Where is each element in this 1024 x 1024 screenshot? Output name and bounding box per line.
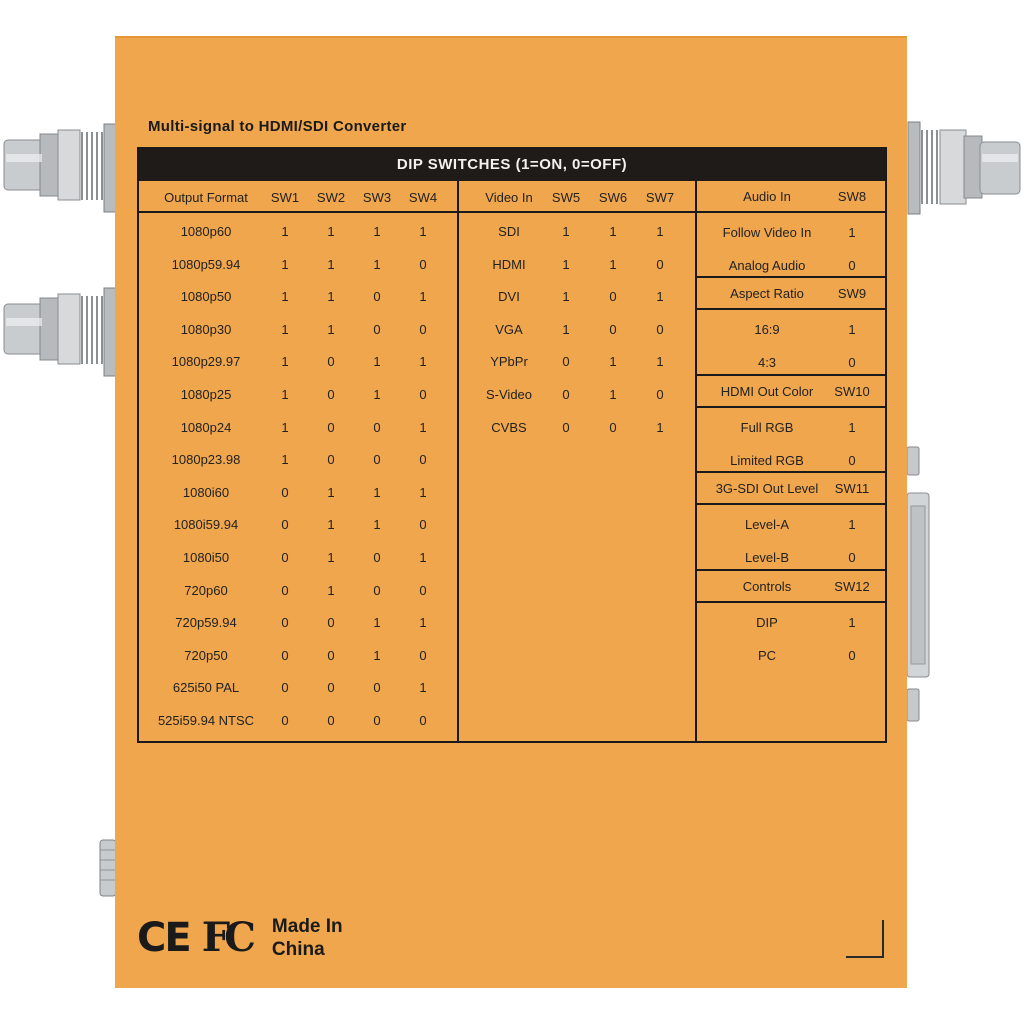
- sw4-value: 1: [419, 224, 427, 239]
- format-label: 1080i50: [182, 550, 230, 565]
- option-label: Limited RGB: [730, 453, 804, 468]
- sw4-value: 0: [419, 387, 427, 402]
- switch-group: [697, 376, 885, 473]
- table-row: [139, 280, 457, 312]
- format-label: 625i50 PAL: [172, 680, 240, 696]
- sw3-value: 1: [373, 224, 381, 239]
- option-value: 1: [848, 615, 856, 630]
- table-row: [139, 476, 457, 508]
- sw1-value: 0: [281, 647, 289, 663]
- sw6-value: 1: [609, 256, 617, 272]
- sw4-value: 1: [419, 484, 427, 500]
- table-row: [139, 704, 457, 736]
- format-label: 1080p50: [180, 289, 232, 305]
- sw6-value: 0: [609, 289, 617, 305]
- sw5-value: 0: [562, 354, 570, 370]
- sw2-value: 1: [327, 582, 335, 598]
- sw4-value: 0: [419, 713, 427, 728]
- switch-group-name: 3G-SDI Out Level: [715, 481, 819, 496]
- sw1-value: 0: [281, 713, 289, 728]
- format-label: 525i59.94 NTSC: [157, 713, 255, 728]
- sw4-value: 0: [419, 321, 427, 337]
- sw3-value: 1: [373, 615, 381, 631]
- option-value: 0: [848, 355, 856, 370]
- switch-group-name: Audio In: [743, 189, 791, 204]
- switch-group-name: Controls: [742, 579, 792, 594]
- table-row: [139, 606, 457, 638]
- sw3-value: 0: [373, 321, 381, 337]
- switch-option-row: [697, 639, 885, 671]
- option-label: Level-B: [744, 550, 790, 565]
- sw7-value: 1: [656, 289, 664, 305]
- option-label: 16:9: [754, 322, 780, 337]
- format-label: 1080p29.97: [171, 354, 241, 370]
- switch-group-switch: SW12: [834, 579, 870, 594]
- switch-option-row: [697, 606, 885, 638]
- video-in-label: HDMI: [492, 256, 526, 272]
- sw1-value: 1: [281, 224, 289, 239]
- sw1-value: 1: [281, 321, 289, 337]
- switch-option-row: [697, 313, 885, 345]
- switch-group: [697, 181, 885, 278]
- col-header-sw7: SW7: [645, 190, 675, 205]
- sw1-value: 1: [281, 452, 289, 468]
- col-header-sw4: SW4: [408, 190, 438, 205]
- video-in-label: SDI: [498, 224, 520, 239]
- sw1-value: 1: [281, 419, 289, 435]
- corner-mark: [846, 920, 884, 958]
- made-in-line2: China: [271, 938, 325, 960]
- sw4-value: 1: [419, 615, 427, 631]
- sw4-value: 0: [419, 582, 427, 598]
- option-value: 1: [848, 322, 856, 337]
- table-row: [139, 248, 457, 280]
- video-in-label: DVI: [498, 289, 520, 305]
- table-row: [459, 378, 695, 410]
- sw4-value: 1: [419, 550, 427, 565]
- table-row: [139, 215, 457, 247]
- table-row: [139, 378, 457, 410]
- sw1-value: 0: [281, 484, 289, 500]
- switch-group-switch: SW11: [834, 481, 870, 496]
- switch-groups-section: [697, 181, 885, 741]
- option-label: Follow Video In: [722, 225, 812, 240]
- format-label: 1080p24: [180, 419, 232, 435]
- sw4-value: 1: [419, 289, 427, 305]
- option-value: 0: [848, 550, 856, 565]
- format-label: 1080i59.94: [173, 517, 239, 533]
- sw5-value: 1: [562, 321, 570, 337]
- sw2-value: 1: [327, 289, 335, 305]
- sw3-value: 0: [373, 289, 381, 305]
- small-jack-right-top: [906, 446, 920, 476]
- sw7-value: 0: [656, 387, 664, 402]
- sw6-value: 0: [609, 419, 617, 435]
- sw2-value: 1: [327, 484, 335, 500]
- vga-port-right: [906, 492, 930, 678]
- video-in-label: VGA: [495, 321, 523, 337]
- option-value: 1: [848, 420, 856, 435]
- sw1-value: 1: [281, 387, 289, 402]
- col-header-video-in: Video In: [485, 190, 533, 205]
- sw7-value: 0: [656, 321, 664, 337]
- sw3-value: 0: [373, 452, 381, 468]
- format-label: 1080p23.98: [171, 452, 241, 468]
- col-header-sw3: SW3: [362, 190, 392, 205]
- option-label: Full RGB: [740, 420, 794, 435]
- sw3-value: 0: [373, 680, 381, 696]
- sw3-value: 1: [373, 517, 381, 533]
- option-label: Analog Audio: [728, 258, 806, 273]
- option-value: 0: [848, 258, 856, 273]
- option-value: 1: [848, 225, 856, 240]
- col-header-output-format: Output Format: [164, 190, 248, 205]
- bnc-connector-mid-left: [0, 282, 118, 382]
- sw1-value: 0: [281, 517, 289, 533]
- option-value: 1: [848, 517, 856, 532]
- bnc-connector-top-right: [906, 116, 1024, 220]
- sw1-value: 0: [281, 680, 289, 696]
- sw2-value: 1: [327, 321, 335, 337]
- sw2-value: 0: [327, 387, 335, 402]
- sw3-value: 0: [373, 713, 381, 728]
- sw4-value: 1: [419, 419, 427, 435]
- switch-group: [697, 278, 885, 376]
- video-in-label: CVBS: [491, 419, 527, 435]
- switch-group-header: [697, 571, 885, 603]
- sw4-value: 0: [419, 647, 427, 663]
- sw7-value: 0: [656, 256, 664, 272]
- dip-switch-table: [137, 147, 887, 743]
- sw3-value: 1: [373, 484, 381, 500]
- sw4-value: 0: [419, 452, 427, 468]
- sw7-value: 1: [656, 224, 664, 239]
- switch-group: [697, 473, 885, 571]
- dip-switches-header: DIP SWITCHES (1=ON, 0=OFF): [139, 149, 885, 181]
- switch-group-switch: SW8: [837, 189, 867, 204]
- table-row: [139, 574, 457, 606]
- sw2-value: 0: [327, 354, 335, 370]
- switch-option-row: [697, 346, 885, 378]
- video-in-header-row: [459, 181, 695, 213]
- format-label: 1080p60: [180, 224, 232, 239]
- option-label: DIP: [756, 615, 778, 630]
- sw7-value: 1: [656, 354, 664, 370]
- made-in-label: [272, 915, 343, 961]
- option-label: 4:3: [757, 355, 777, 370]
- table-row: [459, 345, 695, 377]
- sw2-value: 1: [327, 517, 335, 533]
- sw6-value: 1: [609, 354, 617, 370]
- sw6-value: 0: [609, 321, 617, 337]
- sw1-value: 0: [281, 550, 289, 565]
- option-value: 0: [848, 453, 856, 468]
- format-label: 1080p25: [180, 387, 232, 402]
- sw2-value: 0: [327, 615, 335, 631]
- video-in-label: YPbPr: [490, 354, 528, 370]
- switch-option-row: [697, 411, 885, 443]
- option-label: Level-A: [744, 517, 790, 532]
- sw2-value: 0: [327, 680, 335, 696]
- sw4-value: 0: [419, 256, 427, 272]
- certification-marks: [137, 914, 343, 961]
- table-row: [459, 313, 695, 345]
- sw3-value: 0: [373, 582, 381, 598]
- format-label: 1080i60: [182, 484, 230, 500]
- sw6-value: 1: [609, 387, 617, 402]
- sw3-value: 1: [373, 647, 381, 663]
- sw3-value: 1: [373, 354, 381, 370]
- sw3-value: 1: [373, 387, 381, 402]
- switch-group-header: [697, 181, 885, 213]
- switch-group-header: [697, 473, 885, 505]
- switch-group-switch: SW9: [837, 286, 867, 301]
- sw5-value: 0: [562, 387, 570, 402]
- table-row: [139, 639, 457, 671]
- format-label: 1080p59.94: [171, 256, 241, 272]
- table-row: [139, 345, 457, 377]
- sw2-value: 0: [327, 452, 335, 468]
- output-format-header-row: [139, 181, 457, 213]
- table-row: [459, 411, 695, 443]
- sw5-value: 1: [562, 289, 570, 305]
- table-row: [139, 313, 457, 345]
- video-in-label: S-Video: [485, 387, 533, 402]
- table-row: [459, 248, 695, 280]
- sw3-value: 1: [373, 256, 381, 272]
- sw1-value: 1: [281, 354, 289, 370]
- sw5-value: 1: [562, 224, 570, 239]
- table-row: [459, 280, 695, 312]
- ce-mark-icon: CE: [137, 914, 190, 961]
- table-row: [139, 541, 457, 573]
- sw1-value: 1: [281, 256, 289, 272]
- sw2-value: 1: [327, 256, 335, 272]
- switch-option-row: [697, 444, 885, 476]
- sw2-value: 0: [327, 647, 335, 663]
- made-in-line1: Made In: [271, 915, 343, 937]
- sw6-value: 1: [609, 224, 617, 239]
- switch-group: [697, 571, 885, 741]
- output-format-section: [139, 181, 459, 741]
- sw2-value: 0: [327, 713, 335, 728]
- sw3-value: 0: [373, 550, 381, 565]
- sw1-value: 1: [281, 289, 289, 305]
- sw2-value: 0: [327, 419, 335, 435]
- col-header-sw1: SW1: [270, 190, 300, 205]
- device-title: Multi-signal to HDMI/SDI Converter: [148, 118, 407, 135]
- format-label: 720p60: [184, 582, 228, 598]
- switch-group-name: Aspect Ratio: [730, 286, 804, 301]
- switch-group-switch: SW10: [834, 384, 870, 399]
- sw5-value: 0: [562, 419, 570, 435]
- col-header-sw6: SW6: [598, 190, 628, 205]
- table-row: [459, 215, 695, 247]
- switch-option-row: [697, 216, 885, 248]
- format-label: 720p59.94: [175, 615, 237, 631]
- bnc-connector-top-left: [0, 118, 118, 218]
- option-value: 0: [848, 648, 856, 663]
- small-jack-right-bottom: [906, 688, 920, 722]
- switch-option-row: [697, 508, 885, 540]
- switch-group-name: HDMI Out Color: [720, 384, 814, 399]
- switch-group-header: [697, 376, 885, 408]
- table-row: [139, 508, 457, 540]
- table-row: [139, 671, 457, 703]
- sw1-value: 0: [281, 615, 289, 631]
- sw4-value: 1: [419, 354, 427, 370]
- sw2-value: 1: [327, 550, 335, 565]
- format-label: 720p50: [184, 647, 228, 663]
- col-header-sw2: SW2: [316, 190, 346, 205]
- sw2-value: 1: [327, 224, 335, 239]
- switch-group-header: [697, 278, 885, 310]
- table-row: [139, 411, 457, 443]
- switch-option-row: [697, 541, 885, 573]
- sw7-value: 1: [656, 419, 664, 435]
- sw4-value: 0: [419, 517, 427, 533]
- format-label: 1080p30: [180, 321, 232, 337]
- table-row: [139, 443, 457, 475]
- sw5-value: 1: [562, 256, 570, 272]
- video-in-section: [459, 181, 697, 741]
- fcc-mark-icon: FC: [201, 914, 250, 961]
- sw4-value: 1: [419, 680, 427, 696]
- option-label: PC: [757, 648, 777, 663]
- switch-option-row: [697, 249, 885, 281]
- sw3-value: 0: [373, 419, 381, 435]
- sw1-value: 0: [281, 582, 289, 598]
- col-header-sw5: SW5: [551, 190, 581, 205]
